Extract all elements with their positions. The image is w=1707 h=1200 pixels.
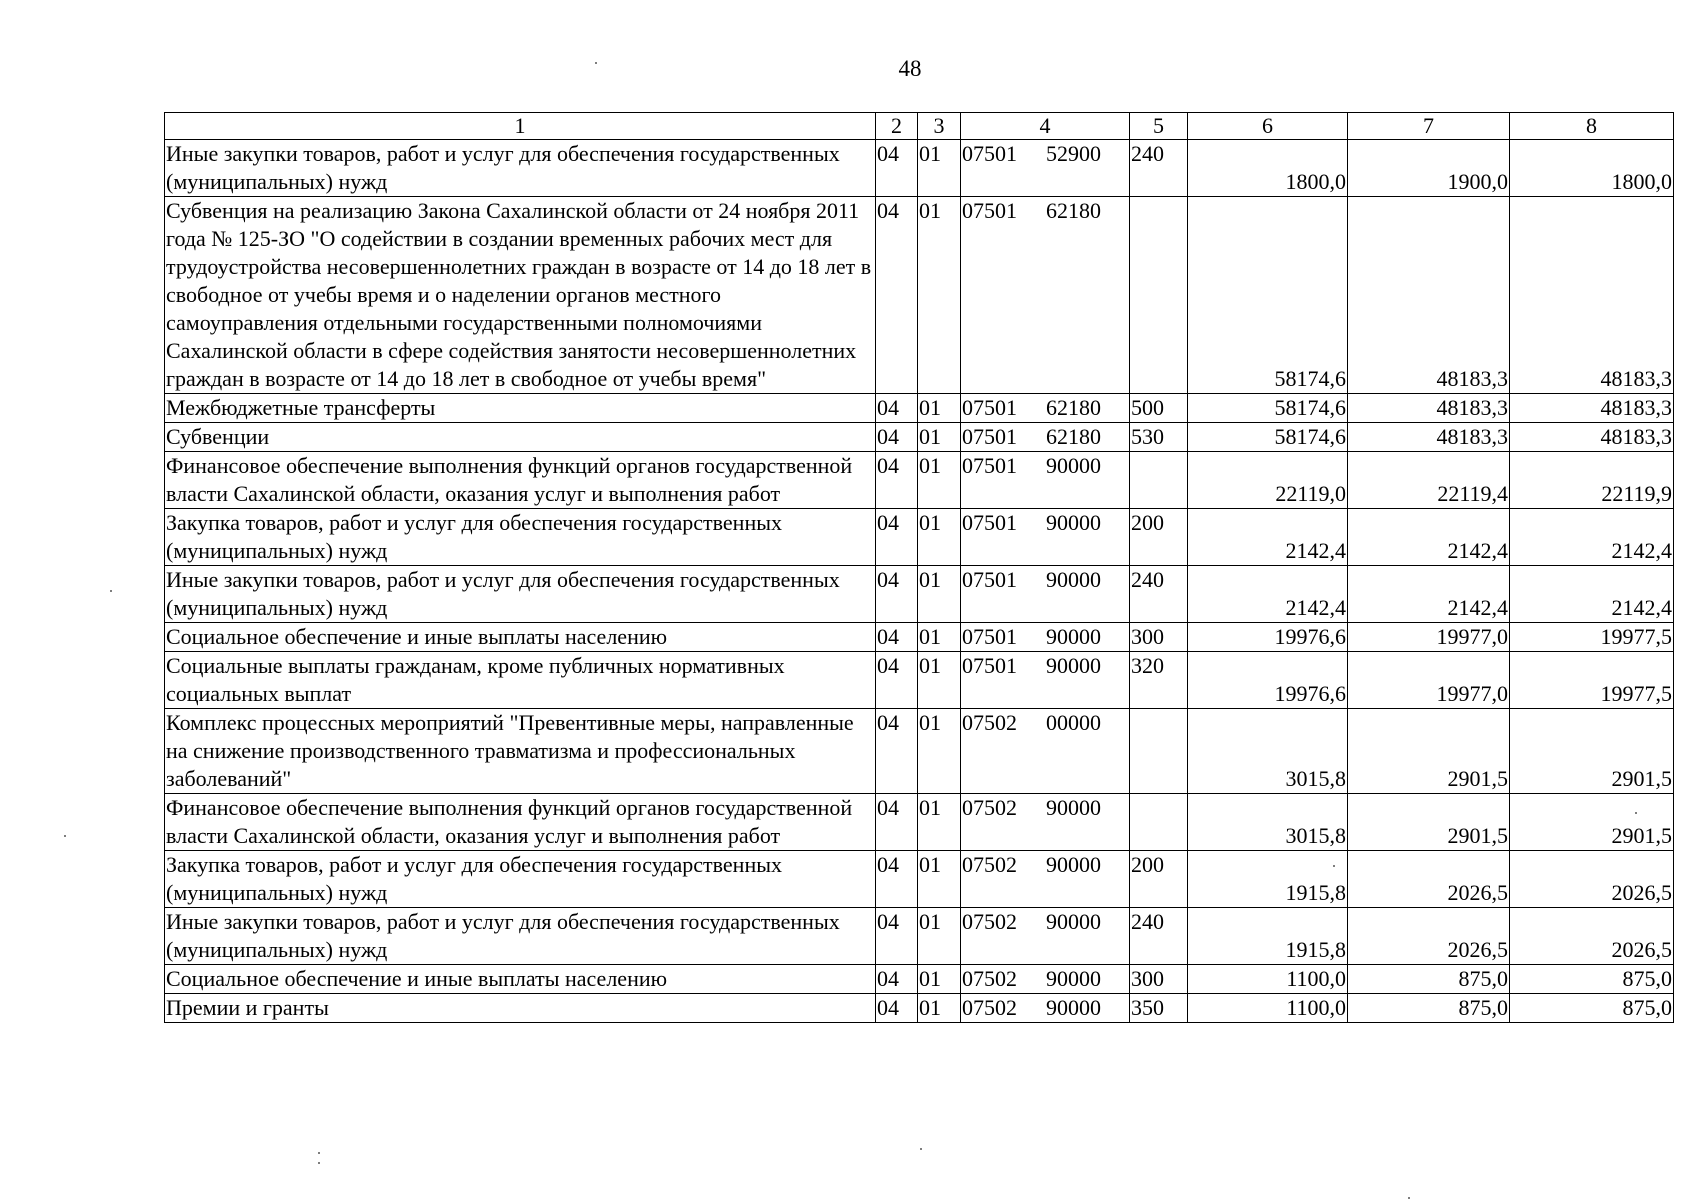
row-section: 04 [876,566,918,623]
row-amount-year-1: 2142,4 [1188,566,1348,623]
row-section: 04 [876,908,918,965]
row-target-direction: 52900 [1046,141,1101,166]
row-target-program: 07501 [962,624,1017,649]
header-cell-3: 3 [918,113,961,140]
row-subsection: 01 [918,197,961,394]
row-name: Комплекс процессных мероприятий "Превентивные меры, направленные на снижение производственного травматизма и профессиональных заболеваний" [165,709,876,794]
row-target-article [961,623,1130,652]
row-amount-year-2: 2026,5 [1348,908,1510,965]
row-subsection: 01 [918,965,961,994]
row-target-program: 07502 [962,995,1017,1020]
row-subsection: 01 [918,652,961,709]
table-row [165,140,1674,197]
row-name: Субвенция на реализацию Закона Сахалинской области от 24 ноября 2011 года № 125-ЗО "О содействии в создании временных рабочих мест для трудоустройства несовершеннолетних граждан в возрасте от 14 до 18 лет в свободное от учебы время и о наделении органов местного самоуправления отдельными государственными полномочиями Сахалинской области в сфере содействия занятости несовершеннолетних граждан в возрасте от 14 до 18 лет в свободное от учебы время" [165,197,876,394]
row-target-direction: 90000 [1046,909,1101,934]
row-amount-year-2: 19977,0 [1348,623,1510,652]
row-target-program: 07502 [962,710,1017,735]
row-target-program: 07502 [962,966,1017,991]
row-target-direction: 90000 [1046,453,1101,478]
row-amount-year-1: 58174,6 [1188,423,1348,452]
page-number: 48 [898,56,922,81]
row-amount-year-2: 2142,4 [1348,509,1510,566]
table-row [165,509,1674,566]
row-subsection: 01 [918,994,961,1023]
row-amount-year-1: 1915,8 [1188,851,1348,908]
row-target-direction: 90000 [1046,852,1101,877]
row-subsection: 01 [918,394,961,423]
row-target-direction: 90000 [1046,966,1101,991]
row-amount-year-1: 2142,4 [1188,509,1348,566]
row-target-program: 07501 [962,653,1017,678]
row-expense-type: 240 [1130,566,1188,623]
row-name: Премии и гранты [165,994,876,1023]
row-target-article [961,794,1130,851]
scan-speck [318,1152,320,1154]
table-row [165,709,1674,794]
row-subsection: 01 [918,452,961,509]
row-target-program: 07501 [962,198,1017,223]
row-amount-year-2: 875,0 [1348,994,1510,1023]
row-amount-year-2: 2142,4 [1348,566,1510,623]
row-target-direction: 00000 [1046,710,1101,735]
header-cell-5: 5 [1130,113,1188,140]
row-target-program: 07502 [962,909,1017,934]
row-target-direction: 62180 [1046,424,1101,449]
row-target-article [961,452,1130,509]
row-amount-year-3: 875,0 [1510,965,1674,994]
row-amount-year-1: 1100,0 [1188,965,1348,994]
header-cell-1: 1 [165,113,876,140]
row-amount-year-2: 875,0 [1348,965,1510,994]
row-expense-type: 240 [1130,908,1188,965]
table-row [165,908,1674,965]
row-amount-year-2: 22119,4 [1348,452,1510,509]
table-row [165,394,1674,423]
table-row [165,423,1674,452]
table-row [165,965,1674,994]
row-subsection: 01 [918,794,961,851]
row-amount-year-3: 2901,5 [1510,709,1674,794]
row-amount-year-2: 48183,3 [1348,394,1510,423]
table-row [165,851,1674,908]
row-target-article [961,423,1130,452]
row-expense-type: 320 [1130,652,1188,709]
row-section: 04 [876,509,918,566]
row-section: 04 [876,965,918,994]
row-name: Закупка товаров, работ и услуг для обеспечения государственных (муниципальных) нужд [165,851,876,908]
row-amount-year-3: 2026,5 [1510,908,1674,965]
row-target-direction: 62180 [1046,395,1101,420]
row-section: 04 [876,197,918,394]
row-expense-type: 300 [1130,623,1188,652]
row-target-direction: 90000 [1046,510,1101,535]
row-target-direction: 62180 [1046,198,1101,223]
row-target-article [961,140,1130,197]
row-amount-year-3: 22119,9 [1510,452,1674,509]
scan-speck [1333,865,1335,867]
row-amount-year-1: 3015,8 [1188,709,1348,794]
header-cell-4: 4 [961,113,1130,140]
row-target-article [961,566,1130,623]
row-section: 04 [876,140,918,197]
row-subsection: 01 [918,423,961,452]
row-name: Социальное обеспечение и иные выплаты населению [165,965,876,994]
row-amount-year-3: 2901,5 [1510,794,1674,851]
header-cell-6: 6 [1188,113,1348,140]
row-target-program: 07501 [962,510,1017,535]
row-target-program: 07501 [962,395,1017,420]
row-target-direction: 90000 [1046,567,1101,592]
scan-speck [110,590,112,592]
scan-speck [318,1162,320,1164]
row-subsection: 01 [918,140,961,197]
row-subsection: 01 [918,851,961,908]
row-expense-type [1130,452,1188,509]
row-target-article [961,394,1130,423]
row-name: Субвенции [165,423,876,452]
row-section: 04 [876,709,918,794]
row-amount-year-2: 2901,5 [1348,709,1510,794]
row-expense-type [1130,197,1188,394]
header-cell-7: 7 [1348,113,1510,140]
row-section: 04 [876,394,918,423]
row-name: Финансовое обеспечение выполнения функций органов государственной власти Сахалинской области, оказания услуг и выполнения работ [165,794,876,851]
row-expense-type: 500 [1130,394,1188,423]
row-target-article [961,994,1130,1023]
row-amount-year-3: 48183,3 [1510,423,1674,452]
row-amount-year-2: 2901,5 [1348,794,1510,851]
row-subsection: 01 [918,566,961,623]
row-name: Закупка товаров, работ и услуг для обеспечения государственных (муниципальных) нужд [165,509,876,566]
row-amount-year-1: 58174,6 [1188,394,1348,423]
row-target-program: 07501 [962,424,1017,449]
row-target-article [961,197,1130,394]
row-target-program: 07502 [962,795,1017,820]
table-row [165,794,1674,851]
row-section: 04 [876,452,918,509]
table-row [165,197,1674,394]
row-amount-year-3: 875,0 [1510,994,1674,1023]
row-section: 04 [876,423,918,452]
row-name: Социальные выплаты гражданам, кроме публичных нормативных социальных выплат [165,652,876,709]
row-target-direction: 90000 [1046,795,1101,820]
row-target-program: 07502 [962,852,1017,877]
table-row [165,566,1674,623]
budget-table [164,112,1674,1023]
row-amount-year-1: 58174,6 [1188,197,1348,394]
row-amount-year-1: 1800,0 [1188,140,1348,197]
row-subsection: 01 [918,509,961,566]
row-name: Межбюджетные трансферты [165,394,876,423]
row-amount-year-2: 48183,3 [1348,197,1510,394]
row-expense-type [1130,794,1188,851]
row-expense-type: 200 [1130,851,1188,908]
row-subsection: 01 [918,908,961,965]
row-amount-year-3: 1800,0 [1510,140,1674,197]
row-target-direction: 90000 [1046,624,1101,649]
row-target-article [961,509,1130,566]
header-cell-8: 8 [1510,113,1674,140]
table-row [165,452,1674,509]
row-name: Иные закупки товаров, работ и услуг для обеспечения государственных (муниципальных) нужд [165,566,876,623]
row-expense-type: 300 [1130,965,1188,994]
row-target-direction: 90000 [1046,995,1101,1020]
row-expense-type: 240 [1130,140,1188,197]
row-target-direction: 90000 [1046,653,1101,678]
row-amount-year-3: 48183,3 [1510,394,1674,423]
row-name: Социальное обеспечение и иные выплаты населению [165,623,876,652]
row-target-article [961,965,1130,994]
row-amount-year-1: 22119,0 [1188,452,1348,509]
scan-speck [1408,1197,1410,1199]
row-amount-year-3: 48183,3 [1510,197,1674,394]
row-target-program: 07501 [962,141,1017,166]
table-row [165,994,1674,1023]
row-target-program: 07501 [962,453,1017,478]
row-target-article [961,709,1130,794]
row-amount-year-2: 1900,0 [1348,140,1510,197]
row-expense-type: 200 [1130,509,1188,566]
scan-speck [1635,812,1637,814]
row-section: 04 [876,623,918,652]
row-section: 04 [876,994,918,1023]
row-target-program: 07501 [962,567,1017,592]
header-row [165,113,1674,140]
row-subsection: 01 [918,709,961,794]
row-name: Финансовое обеспечение выполнения функций органов государственной власти Сахалинской области, оказания услуг и выполнения работ [165,452,876,509]
row-amount-year-3: 2142,4 [1510,509,1674,566]
row-amount-year-3: 19977,5 [1510,623,1674,652]
table-row [165,623,1674,652]
row-amount-year-1: 1100,0 [1188,994,1348,1023]
row-expense-type [1130,709,1188,794]
row-expense-type: 530 [1130,423,1188,452]
table-row [165,652,1674,709]
row-subsection: 01 [918,623,961,652]
scan-speck [64,835,66,837]
row-amount-year-2: 19977,0 [1348,652,1510,709]
row-section: 04 [876,652,918,709]
row-section: 04 [876,851,918,908]
row-amount-year-1: 1915,8 [1188,908,1348,965]
row-target-article [961,908,1130,965]
row-amount-year-1: 19976,6 [1188,652,1348,709]
row-expense-type: 350 [1130,994,1188,1023]
row-amount-year-3: 19977,5 [1510,652,1674,709]
row-target-article [961,851,1130,908]
row-amount-year-1: 3015,8 [1188,794,1348,851]
row-section: 04 [876,794,918,851]
scan-speck [920,1148,922,1150]
row-target-article [961,652,1130,709]
row-amount-year-2: 48183,3 [1348,423,1510,452]
header-cell-2: 2 [876,113,918,140]
row-amount-year-1: 19976,6 [1188,623,1348,652]
row-amount-year-3: 2026,5 [1510,851,1674,908]
row-amount-year-2: 2026,5 [1348,851,1510,908]
row-name: Иные закупки товаров, работ и услуг для обеспечения государственных (муниципальных) нужд [165,140,876,197]
scan-speck [595,62,597,64]
row-name: Иные закупки товаров, работ и услуг для обеспечения государственных (муниципальных) нужд [165,908,876,965]
row-amount-year-3: 2142,4 [1510,566,1674,623]
